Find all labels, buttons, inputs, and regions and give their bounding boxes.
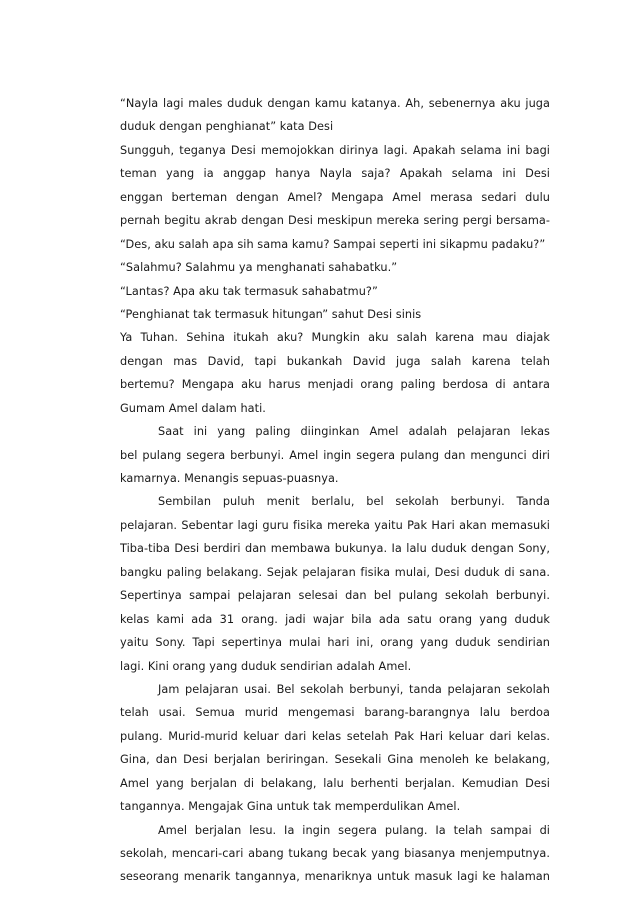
text-line: yaitu Sony. Tapi sepertinya mulai hari ini, orang yang duduk sendirian (120, 636, 550, 650)
text-line: pelajaran. Sebentar lagi guru fisika mereka yaitu Pak Hari akan memasuki (120, 518, 550, 532)
text-line: Tiba-tiba Desi berdiri dan membawa bukunya. Ia lalu duduk dengan Sony, (120, 542, 550, 556)
text-line: telah usai. Semua murid mengemasi barang-barangnya lalu berdoa (120, 706, 550, 720)
text-line: Jam pelajaran usai. Bel sekolah berbunyi, tanda pelajaran sekolah (158, 682, 550, 696)
text-line: Gumam Amel dalam hati. (120, 401, 266, 415)
document-body-text (120, 92, 550, 889)
text-line: pulang. Murid-murid keluar dari kelas setelah Pak Hari keluar dari kelas. (120, 729, 550, 743)
text-line: Ya Tuhan. Sehina itukah aku? Mungkin aku salah karena mau diajak (120, 331, 550, 345)
text-line: enggan berteman dengan Amel? Mengapa Amel merasa sedari dulu (120, 190, 550, 204)
text-line: bangku paling belakang. Sejak pelajaran fisika mulai, Desi duduk di sana. (120, 565, 550, 579)
text-line: Sembilan puluh menit berlalu, bel sekolah berbunyi. Tanda (158, 495, 550, 509)
text-line: bel pulang segera berbunyi. Amel ingin segera pulang dan mengunci diri (120, 448, 550, 462)
text-line: “Lantas? Apa aku tak termasuk sahabatmu?” (120, 284, 378, 298)
text-line: Sepertinya sampai pelajaran selesai dan bel pulang sekolah berbunyi. (120, 589, 550, 603)
text-line: “Des, aku salah apa sih sama kamu? Sampai seperti ini sikapmu padaku?” (120, 237, 546, 251)
text-line: kelas kami ada 31 orang. jadi wajar bila ada satu orang yang duduk (120, 612, 550, 626)
text-line: duduk dengan penghianat” kata Desi (120, 120, 334, 134)
text-line: lagi. Kini orang yang duduk sendirian adalah Amel. (120, 659, 412, 673)
text-line: bertemu? Mengapa aku harus menjadi orang paling berdosa di antara (120, 378, 550, 392)
text-line: Amel yang berjalan di belakang, lalu berhenti berjalan. Kemudian Desi (120, 776, 550, 790)
text-line: Gina, dan Desi berjalan beriringan. Sesekali Gina menoleh ke belakang, (120, 753, 550, 767)
text-line: sekolah, mencari-cari abang tukang becak yang biasanya menjemputnya. (120, 847, 550, 860)
text-line: “Nayla lagi males duduk dengan kamu katanya. Ah, sebenernya aku juga (120, 97, 550, 110)
text-line: teman yang ia anggap hanya Nayla saja? Apakah selama ini Desi (120, 167, 550, 181)
text-line: tangannya. Mengajak Gina untuk tak memperdulikan Amel. (120, 800, 461, 814)
text-line: Sungguh, teganya Desi memojokkan dirinya lagi. Apakah selama ini bagi (120, 143, 550, 157)
text-line: “Salahmu? Salahmu ya menghanati sahabatku.” (120, 261, 398, 275)
text-line: kamarnya. Menangis sepuas-puasnya. (120, 472, 339, 485)
text-line: pernah begitu akrab dengan Desi meskipun mereka sering pergi bersama- (120, 214, 550, 228)
text-line: dengan mas David, tapi bukankah David juga salah karena telah (120, 354, 550, 368)
text-line: “Penghianat tak termasuk hitungan” sahut Desi sinis (120, 307, 422, 321)
text-line: seseorang menarik tangannya, menariknya untuk masuk lagi ke halaman (120, 870, 550, 884)
text-line: Amel berjalan lesu. Ia ingin segera pulang. Ia telah sampai di (158, 823, 550, 837)
text-line: Saat ini yang paling diinginkan Amel adalah pelajaran lekas (158, 425, 550, 439)
